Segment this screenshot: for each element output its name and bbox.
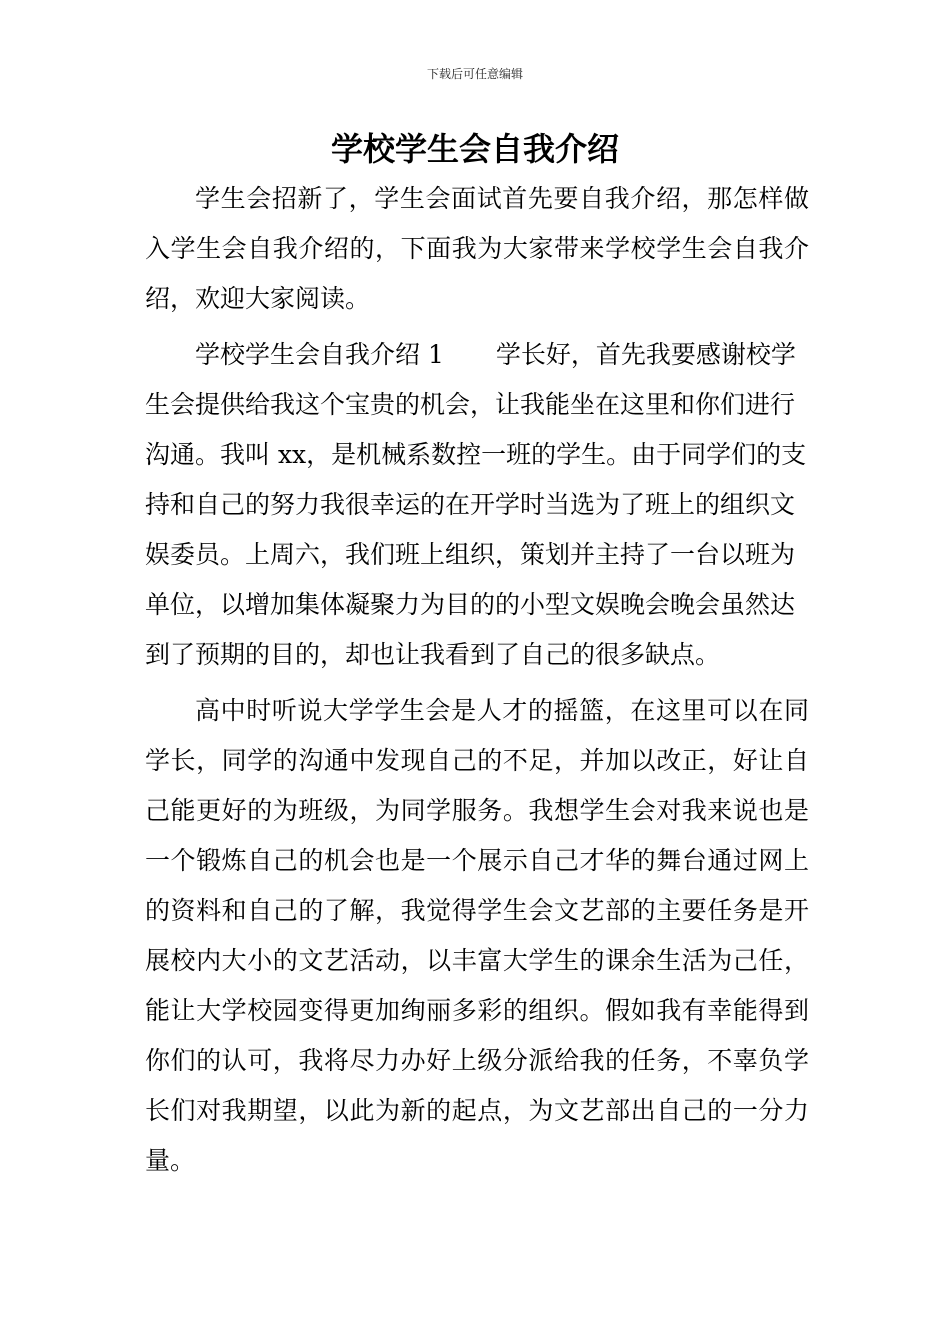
header-note: 下载后可任意编辑 bbox=[426, 67, 523, 81]
section-paragraph bbox=[145, 330, 809, 680]
intro-paragraph: 学生会招新了，学生会面试首先要自我介绍，那怎样做入学生会自我介绍的，下面我为大家带来学校学生会自我介绍，欢迎大家阅读。 bbox=[145, 184, 809, 313]
second-paragraph: 高中时听说大学学生会是人才的摇篮，在这里可以在同学长，同学的沟通中发现自己的不足，并加以改正，好让自己能更好的为班级，为同学服务。我想学生会对我来说也是一个锻炼自己的机会也是一个展示自己才华的舞台通过网上的资料和自己的了解，我觉得学生会文艺部的主要任务是开展校内大小的文艺活动，以丰富大学生的课余生活为己任，能让大学校园变得更加绚丽多彩的组织。假如我有幸能得到你们的认可，我将尽力办好上级分派给我的任务，不辜负学长们对我期望，以此为新的起点，为文艺部出自己的一分力量。 bbox=[145, 696, 809, 1175]
section-heading: 学校学生会自我介绍 1 bbox=[195, 340, 444, 369]
document-body bbox=[145, 174, 809, 1186]
section-first-paragraph: 学长好，首先我要感谢校学生会提供给我这个宝贵的机会，让我能坐在这里和你们进行沟通。我叫 xx，是机械系数控一班的学生。由于同学们的支持和自己的努力我很幸运的在开学时当选为了班上的组织文娱委员。上周六，我们班上组织，策划并主持了一台以班为单位，以增加集体凝聚力为目的的小型文娱晚会晚会虽然达到了预期的目的，却也让我看到了自己的很多缺点。 bbox=[145, 340, 807, 669]
document-title: 学校学生会自我介绍 bbox=[330, 130, 619, 168]
